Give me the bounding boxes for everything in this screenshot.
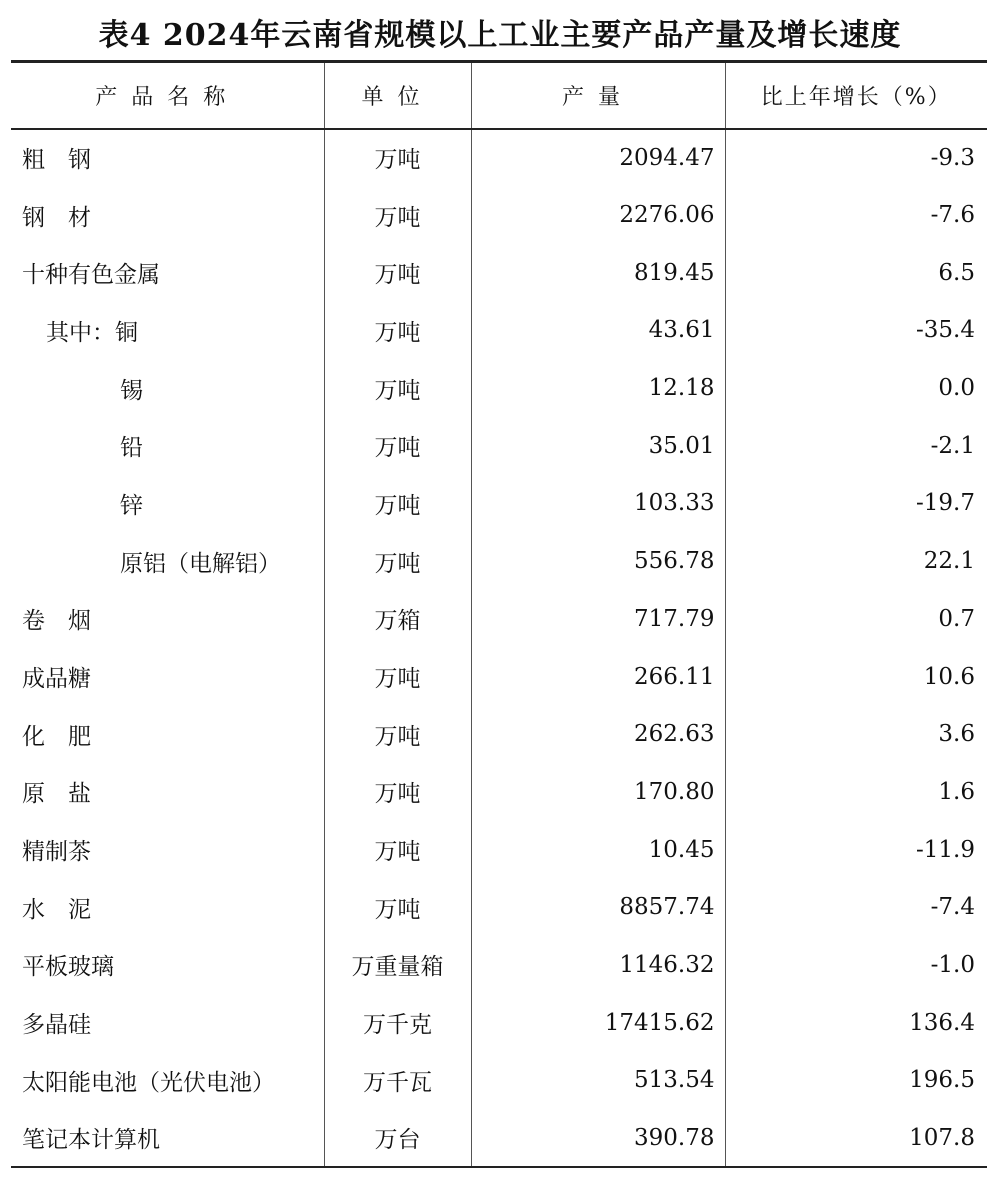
unit-cell: 万吨 — [324, 244, 471, 302]
table-row — [11, 590, 987, 648]
output-cell: 8857.74 — [471, 878, 725, 936]
growth-cell: 22.1 — [725, 532, 987, 590]
unit-cell: 万吨 — [324, 417, 471, 475]
growth-cell: -9.3 — [725, 129, 987, 187]
header-growth: 比上年增长（%） — [725, 62, 987, 129]
growth-cell: 136.4 — [725, 994, 987, 1052]
unit-cell: 万吨 — [324, 763, 471, 821]
unit-cell: 万箱 — [324, 590, 471, 648]
table-row — [11, 244, 987, 302]
table-row — [11, 763, 987, 821]
product-name-cell: 太阳能电池（光伏电池） — [22, 1069, 275, 1096]
table-row — [11, 129, 987, 187]
output-cell: 12.18 — [471, 359, 725, 417]
table-row — [11, 186, 987, 244]
output-cell: 10.45 — [471, 821, 725, 879]
table-row — [11, 821, 987, 879]
output-cell: 556.78 — [471, 532, 725, 590]
growth-cell: 107.8 — [725, 1109, 987, 1167]
output-cell: 1146.32 — [471, 936, 725, 994]
unit-cell: 万吨 — [324, 186, 471, 244]
header-row — [11, 62, 987, 129]
output-cell: 170.80 — [471, 763, 725, 821]
product-name-cell: 原 盐 — [22, 781, 91, 808]
table-row — [11, 878, 987, 936]
table-header — [11, 62, 987, 129]
table-row — [11, 1109, 987, 1167]
table-row — [11, 994, 987, 1052]
product-name-cell: 锌 — [120, 492, 143, 519]
product-name-cell: 铅 — [120, 435, 143, 462]
product-name-cell: 原铝（电解铝） — [120, 550, 281, 577]
growth-cell: -7.4 — [725, 878, 987, 936]
unit-cell: 万千克 — [324, 994, 471, 1052]
growth-cell: -11.9 — [725, 821, 987, 879]
product-name-cell: 水 泥 — [22, 896, 91, 923]
unit-cell: 万吨 — [324, 648, 471, 706]
unit-cell: 万吨 — [324, 359, 471, 417]
unit-cell: 万吨 — [324, 532, 471, 590]
table-row — [11, 705, 987, 763]
output-cell: 43.61 — [471, 302, 725, 360]
product-name-cell: 笔记本计算机 — [22, 1127, 160, 1154]
header-unit: 单位 — [324, 62, 471, 129]
table-row — [11, 936, 987, 994]
output-cell: 103.33 — [471, 475, 725, 533]
header-product-name: 产品名称 — [11, 62, 324, 129]
product-name-cell: 卷 烟 — [22, 608, 91, 635]
product-name-cell: 锡 — [120, 377, 143, 404]
growth-cell: 3.6 — [725, 705, 987, 763]
output-cell: 35.01 — [471, 417, 725, 475]
unit-cell: 万重量箱 — [324, 936, 471, 994]
table-row — [11, 417, 987, 475]
output-cell: 266.11 — [471, 648, 725, 706]
header-output: 产量 — [471, 62, 725, 129]
table-title: 表4 2024年云南省规模以上工业主要产品产量及增长速度 — [98, 18, 902, 53]
table-row — [11, 1052, 987, 1110]
unit-cell: 万吨 — [324, 878, 471, 936]
growth-cell: 0.0 — [725, 359, 987, 417]
unit-cell: 万千瓦 — [324, 1052, 471, 1110]
unit-cell: 万吨 — [324, 821, 471, 879]
unit-cell: 万吨 — [324, 302, 471, 360]
growth-cell: -2.1 — [725, 417, 987, 475]
output-cell: 390.78 — [471, 1109, 725, 1167]
product-name-cell: 钢 材 — [22, 204, 91, 231]
table-row — [11, 648, 987, 706]
product-name-cell: 精制茶 — [22, 839, 91, 866]
production-table — [11, 60, 987, 1168]
unit-cell: 万吨 — [324, 129, 471, 187]
output-cell: 2094.47 — [471, 129, 725, 187]
table-body — [11, 129, 987, 1167]
output-cell: 17415.62 — [471, 994, 725, 1052]
product-name-cell: 成品糖 — [22, 666, 91, 693]
growth-cell: -35.4 — [725, 302, 987, 360]
product-name-cell: 化 肥 — [22, 723, 91, 750]
product-name-cell: 粗 钢 — [22, 147, 91, 174]
output-cell: 2276.06 — [471, 186, 725, 244]
product-name-cell: 平板玻璃 — [22, 954, 114, 981]
growth-cell: 196.5 — [725, 1052, 987, 1110]
output-cell: 262.63 — [471, 705, 725, 763]
output-cell: 819.45 — [471, 244, 725, 302]
product-name-cell: 其中：铜 — [46, 319, 138, 346]
growth-cell: 10.6 — [725, 648, 987, 706]
growth-cell: 0.7 — [725, 590, 987, 648]
growth-cell: 1.6 — [725, 763, 987, 821]
growth-cell: -7.6 — [725, 186, 987, 244]
unit-cell: 万吨 — [324, 705, 471, 763]
table-row — [11, 475, 987, 533]
output-cell: 513.54 — [471, 1052, 725, 1110]
unit-cell: 万台 — [324, 1109, 471, 1167]
product-name-cell: 多晶硅 — [22, 1012, 91, 1039]
table-row — [11, 359, 987, 417]
product-name-cell: 十种有色金属 — [22, 262, 160, 289]
output-cell: 717.79 — [471, 590, 725, 648]
growth-cell: -19.7 — [725, 475, 987, 533]
unit-cell: 万吨 — [324, 475, 471, 533]
table-row — [11, 302, 987, 360]
table-row — [11, 532, 987, 590]
growth-cell: -1.0 — [725, 936, 987, 994]
growth-cell: 6.5 — [725, 244, 987, 302]
